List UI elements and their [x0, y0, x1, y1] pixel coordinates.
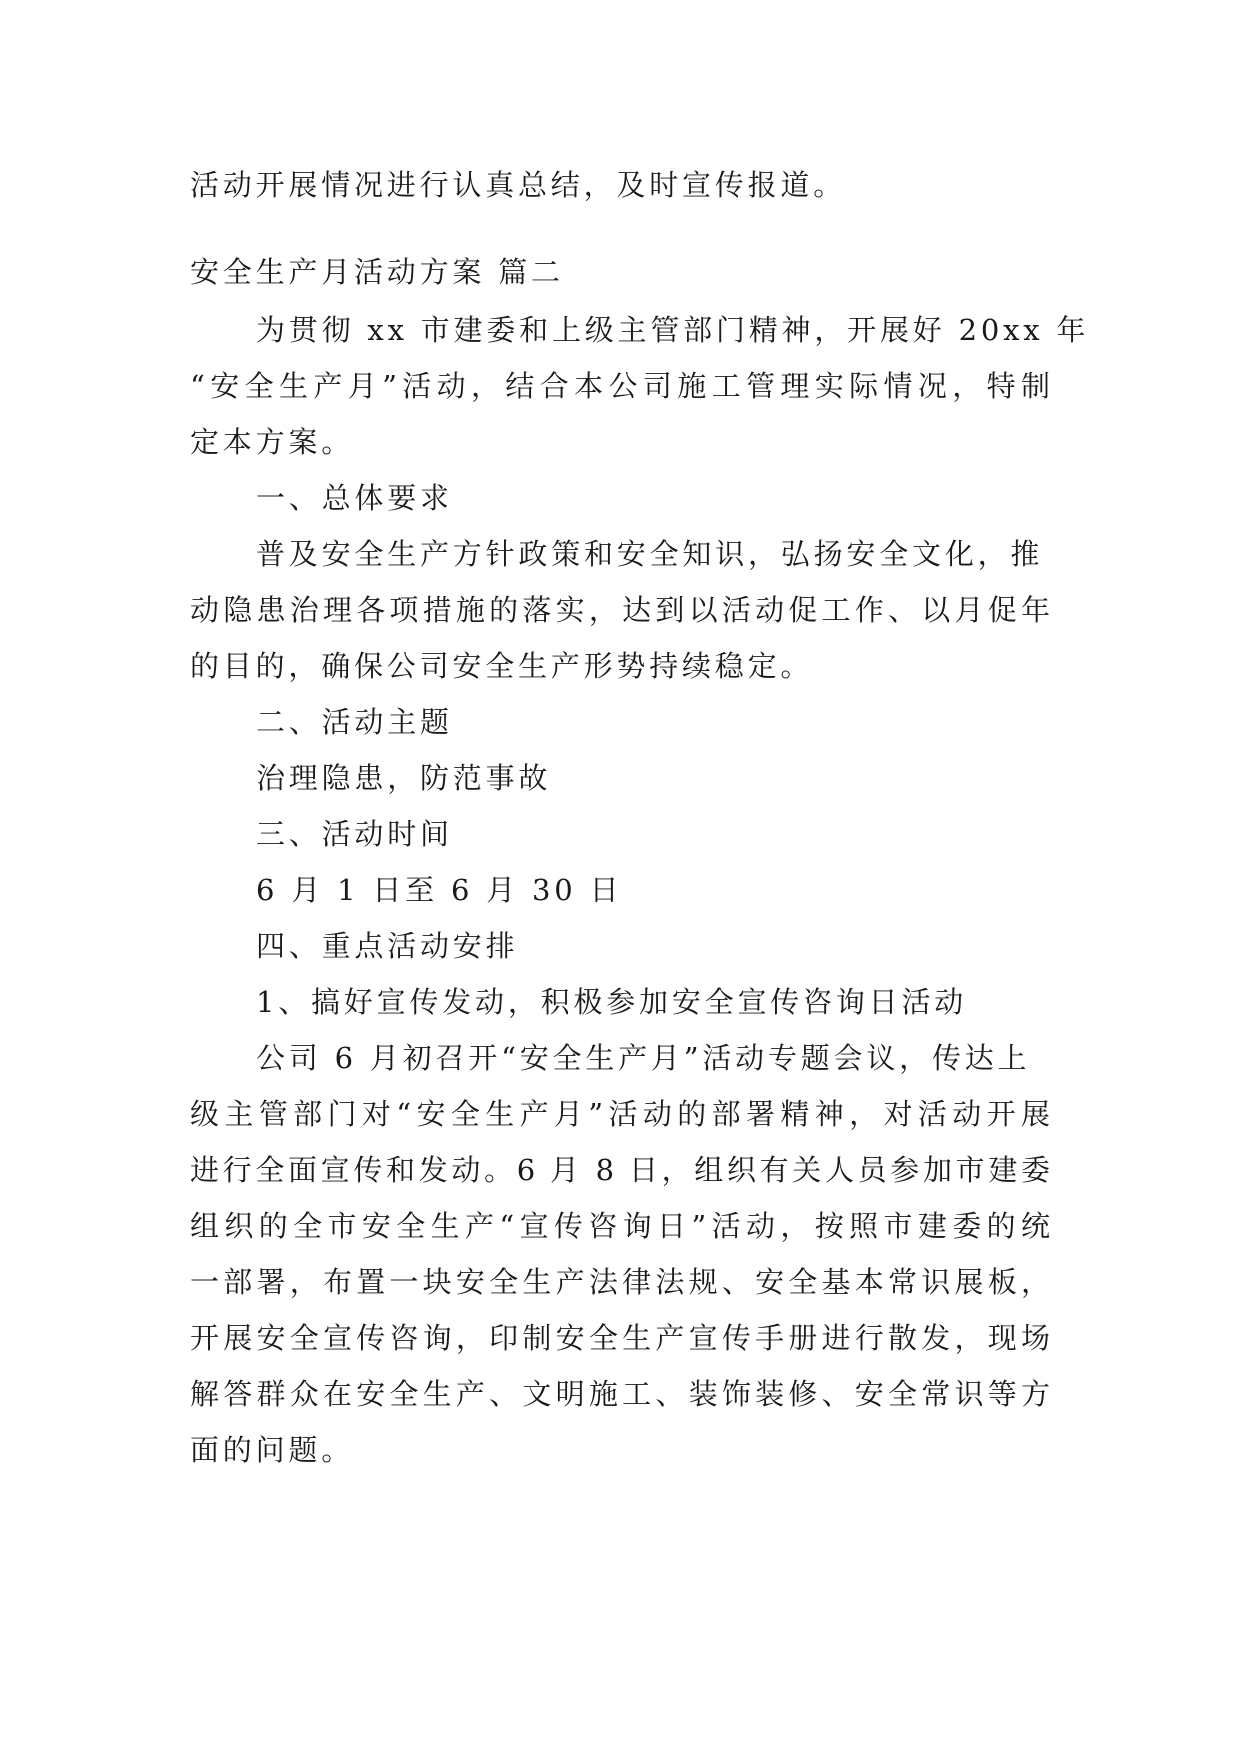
paragraph-line: 为贯彻 xx 市建委和上级主管部门精神，开展好 20xx 年	[256, 313, 1090, 347]
paragraph-line: 活动开展情况进行认真总结，及时宣传报道。	[190, 168, 847, 202]
subheading: 二、活动主题	[256, 705, 453, 739]
paragraph-line: 治理隐患，防范事故	[256, 761, 552, 795]
paragraph-line: 定本方案。	[190, 425, 355, 459]
paragraph-line: 的目的，确保公司安全生产形势持续稳定。	[190, 649, 814, 683]
paragraph-line: 开展安全宣传咨询，印制安全生产宣传手册进行散发，现场	[190, 1321, 1052, 1355]
paragraph-line: 公司 6 月初召开“安全生产月”活动专题会议，传达上	[256, 1041, 1031, 1075]
paragraph-line: 一部署，布置一块安全生产法律法规、安全基本常识展板，	[190, 1265, 1052, 1299]
paragraph-line: 解答群众在安全生产、文明施工、装饰装修、安全常识等方	[190, 1377, 1052, 1411]
subheading: 一、总体要求	[256, 481, 453, 515]
paragraph-line: “安全生产月”活动，结合本公司施工管理实际情况，特制	[190, 369, 1052, 403]
paragraph-line: 普及安全生产方针政策和安全知识，弘扬安全文化，推	[256, 537, 1044, 571]
paragraph-line: 动隐患治理各项措施的落实，达到以活动促工作、以月促年	[190, 593, 1052, 627]
section-heading: 安全生产月活动方案 篇二	[190, 255, 564, 289]
paragraph-line: 6 月 1 日至 6 月 30 日	[256, 873, 623, 907]
paragraph-line: 级主管部门对“安全生产月”活动的部署精神，对活动开展	[190, 1097, 1052, 1131]
paragraph-line: 面的问题。	[190, 1433, 355, 1467]
subheading: 四、重点活动安排	[256, 929, 519, 963]
paragraph-line: 进行全面宣传和发动。6 月 8 日，组织有关人员参加市建委	[190, 1153, 1052, 1187]
subheading: 1、搞好宣传发动，积极参加安全宣传咨询日活动	[256, 985, 968, 1019]
subheading: 三、活动时间	[256, 817, 453, 851]
paragraph-line: 组织的全市安全生产“宣传咨询日”活动，按照市建委的统	[190, 1209, 1052, 1243]
